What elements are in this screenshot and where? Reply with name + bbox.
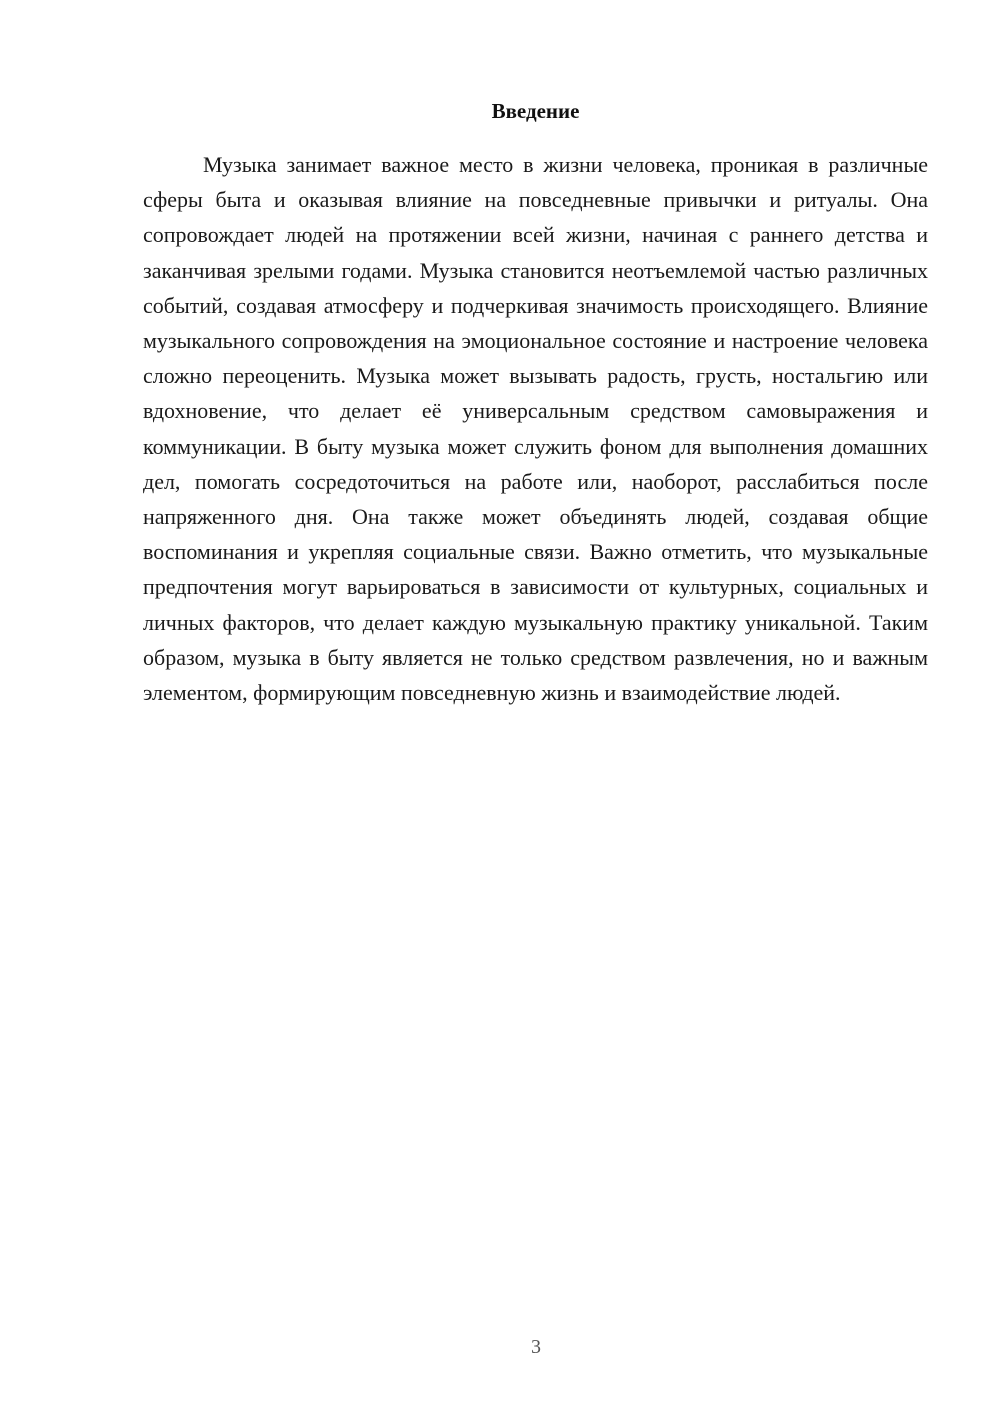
page-number: 3: [531, 1336, 541, 1358]
section-heading: Введение: [491, 99, 580, 123]
body-paragraph: Музыка занимает важное место в жизни человека, проникая в различные сферы быта и оказывая влияние на повседневные привычки и ритуалы. Она сопровождает людей на протяжении всей жизни, начиная с раннего детства и заканчивая зрелыми годами. Музыка становится неотъемлемой частью различных событий, создавая атмосферу и подчеркивая значимость происходящего. Влияние музыкального сопровождения на эмоциональное состояние и настроение человека сложно переоценить. Музыка может вызывать радость, грусть, ностальгию или вдохновение, что делает её универсальным средством самовыражения и коммуникации. В быту музыка может служить фоном для выполнения домашних дел, помогать сосредоточиться на работе или, наоборот, расслабиться после напряженного дня. Она также может объединять людей, создавая общие воспоминания и укрепляя социальные связи. Важно отметить, что музыкальные предпочтения могут варьироваться в зависимости от культурных, социальных и личных факторов, что делает каждую музыкальную практику уникальной. Таким образом, музыка в быту является не только средством развлечения, но и важным элементом, формирующим повседневную жизнь и взаимодействие людей.: [143, 152, 928, 706]
